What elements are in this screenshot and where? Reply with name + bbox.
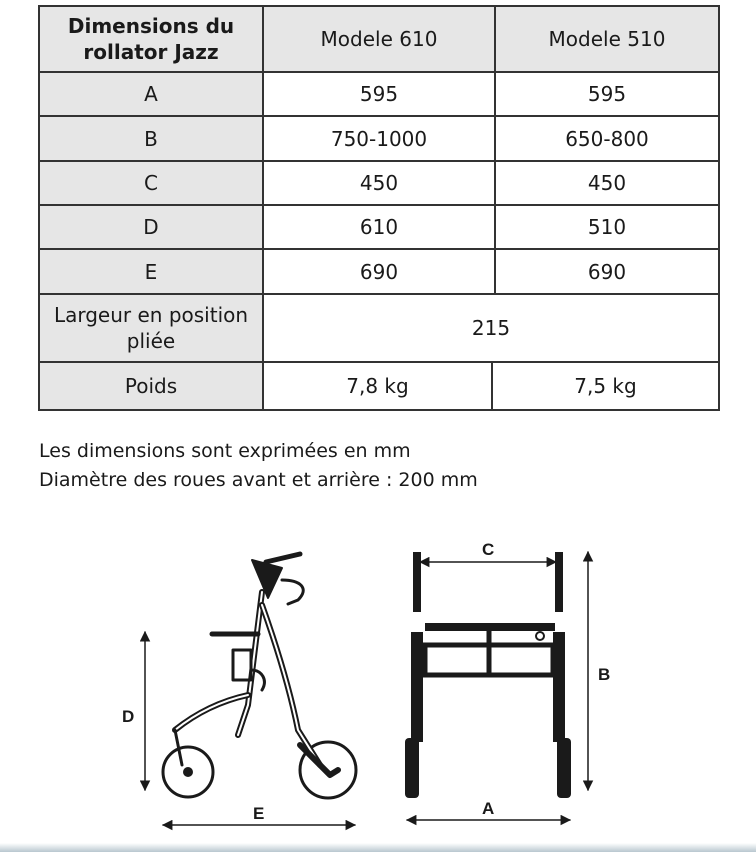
right-handle xyxy=(555,552,563,612)
folded-label-line1: Largeur en position xyxy=(53,303,249,327)
label-a: A xyxy=(482,799,495,818)
header-modele-610: Modele 610 xyxy=(263,6,495,72)
weight-label: Poids xyxy=(39,362,263,410)
front-frame xyxy=(175,695,248,730)
footer-bar xyxy=(0,843,756,852)
table-row xyxy=(39,116,719,161)
left-frame-tube xyxy=(411,632,423,742)
handlebar xyxy=(266,554,300,562)
cell-610: 610 xyxy=(263,205,495,249)
side-bag xyxy=(233,650,251,680)
row-label: A xyxy=(39,72,263,116)
left-wheel xyxy=(405,738,419,798)
table-header-row xyxy=(39,6,719,72)
cell-510: 650-800 xyxy=(495,116,719,161)
label-d: D xyxy=(122,707,135,726)
cell-510: 510 xyxy=(495,205,719,249)
right-wheel xyxy=(557,738,571,798)
table-title-cell xyxy=(39,6,263,72)
folded-label-line2: pliée xyxy=(126,329,176,353)
weight-610: 7,8 kg xyxy=(264,363,493,409)
label-b: B xyxy=(598,665,611,684)
left-handle xyxy=(413,552,421,612)
rollator-side-view xyxy=(122,554,356,825)
table-row-folded xyxy=(39,294,719,362)
table-title-line2: rollator Jazz xyxy=(83,40,219,64)
folded-label xyxy=(39,294,263,362)
table-row xyxy=(39,161,719,205)
header-modele-510: Modele 510 xyxy=(495,6,719,72)
row-label: B xyxy=(39,116,263,161)
table-row-weight xyxy=(39,362,719,410)
cell-610: 750-1000 xyxy=(263,116,495,161)
rollator-diagram xyxy=(0,530,756,835)
cell-510: 450 xyxy=(495,161,719,205)
cell-610: 690 xyxy=(263,249,495,294)
cell-610: 595 xyxy=(263,72,495,116)
cell-510: 690 xyxy=(495,249,719,294)
label-e: E xyxy=(253,804,265,823)
handle-grip xyxy=(252,560,282,598)
row-label: C xyxy=(39,161,263,205)
table-row xyxy=(39,249,719,294)
weight-510: 7,5 kg xyxy=(574,374,637,398)
row-label: E xyxy=(39,249,263,294)
cell-510: 595 xyxy=(495,72,719,116)
folded-value: 215 xyxy=(263,294,719,362)
rollator-front-view xyxy=(405,552,588,820)
row-label: D xyxy=(39,205,263,249)
cell-610: 450 xyxy=(263,161,495,205)
table-title-line1: Dimensions du xyxy=(67,14,235,38)
table-row xyxy=(39,72,719,116)
dimensions-table xyxy=(38,5,720,411)
units-note: Les dimensions sont exprimées en mm xyxy=(39,440,411,462)
weight-values xyxy=(263,362,719,410)
wheels-note: Diamètre des roues avant et arrière : 200 mm xyxy=(39,469,478,491)
label-c: C xyxy=(482,540,495,559)
table-row xyxy=(39,205,719,249)
brake-lever xyxy=(282,580,303,604)
